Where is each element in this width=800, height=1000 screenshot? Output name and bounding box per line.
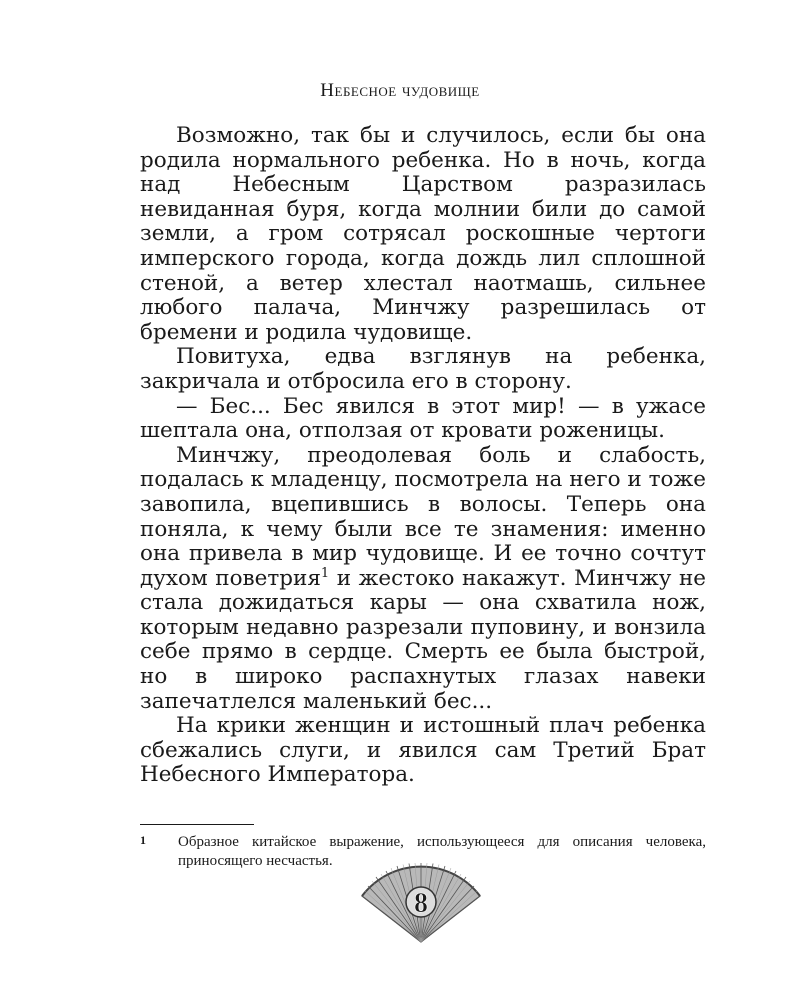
paragraph-2: Повитуха, едва взглянув на ребенка, закричала и отбросила его в сторону. bbox=[140, 344, 706, 394]
paragraph-1: Возможно, так бы и случилось, если бы она родила нормального ребенка. Но в ночь, когда над Небесным Царством разразилась невиданная буря, когда молнии били до самой земли, а гром сотрясал роскошные чертоги имперского города, когда дождь лил сплошной стеной, а ветер хлестал наотмашь, сильнее любого палача, Минчжу разрешилась от бремени и родила чудовище. bbox=[140, 123, 706, 345]
paragraph-3: — Бес... Бес явился в этот мир! — в ужасе шептала она, отползая от кровати роженицы. bbox=[140, 393, 706, 444]
chapter-body bbox=[140, 124, 706, 788]
paragraph-5: На крики женщин и истошный плач ребенка сбежались слуги, и явился сам Третий Брат Небесного Императора. bbox=[140, 713, 706, 788]
running-header: Небесное чудовище bbox=[320, 80, 480, 101]
footnote-reference: 1 bbox=[320, 565, 330, 581]
paragraph-4-part-a: Минчжу, преодолевая боль и слабость, подалась к младенцу, посмотрела на него и тоже завопила, вцепившись в волосы. Теперь она поняла, к чему были все те знамения: именно она привела в мир чудовище. И ее точно сочтут духом поветрия bbox=[140, 442, 706, 591]
fan-page-number-ornament bbox=[358, 862, 484, 944]
footnote-text: Образное китайское выражение, использующееся для описания человека, приносящего несчастья. bbox=[178, 834, 706, 869]
footnote-marker: 1 bbox=[140, 833, 146, 847]
footnote-divider bbox=[140, 824, 254, 825]
paragraph-4 bbox=[140, 444, 706, 715]
page-number: 8 bbox=[414, 888, 428, 919]
paragraph-4-part-b: и жестоко накажут. Минчжу не стала дожидаться кары — она схватила нож, которым недавно разрезали пуповину, и вонзила себе прямо в сердце. Смерть ее была быстрой, но в широко распахнутых глазах навеки запечатлелся маленький бес... bbox=[140, 565, 707, 714]
